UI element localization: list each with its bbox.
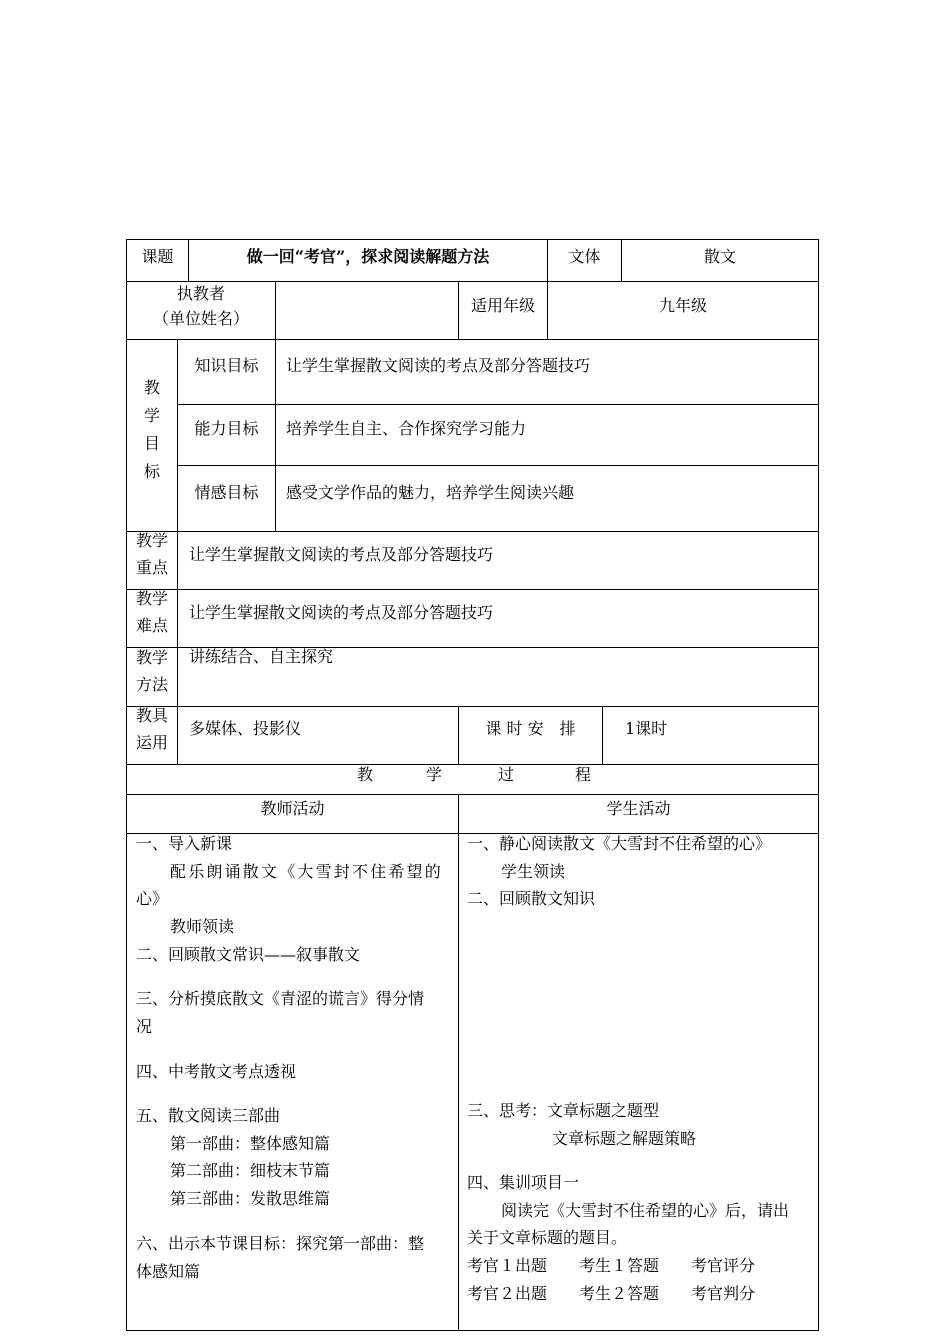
genre-label: 文体 — [568, 247, 601, 266]
process-title-char: 教 — [357, 765, 374, 784]
process-title-char: 过 — [498, 765, 515, 784]
goals-label-char: 目 — [143, 434, 160, 453]
student-activity-line: 考官２出题 考生２答题 考官判分 — [467, 1284, 756, 1303]
student-activity-line: 阅读完《大雪封不住希望的心》后，请出 — [501, 1201, 790, 1220]
student-activity-line: 一、静心阅读散文《大雪封不住希望的心》 — [467, 834, 772, 853]
schedule-label: 课 时 安 排 — [485, 719, 576, 738]
student-activity-header: 学生活动 — [606, 799, 671, 818]
topic-label: 课题 — [141, 247, 174, 266]
process-title-char: 学 — [426, 765, 443, 784]
ability-goal-value: 培养学生自主、合作探究学习能力 — [286, 419, 527, 438]
genre-value: 散文 — [703, 247, 736, 266]
topic-title: 做一回“考官”，探求阅读解题方法 — [246, 247, 490, 266]
key-point-label-line2: 重点 — [135, 558, 168, 577]
method-label-line1: 教学 — [135, 648, 168, 667]
student-activity-line: 学生领读 — [501, 862, 566, 881]
process-title-char: 程 — [575, 765, 592, 784]
goals-label-char: 学 — [143, 406, 160, 425]
goals-label-char: 标 — [143, 462, 160, 481]
student-activity-line: 关于文章标题的题目。 — [467, 1228, 628, 1247]
method-value: 讲练结合、自主探究 — [189, 647, 334, 666]
student-activity-line: 文章标题之解题策略 — [552, 1129, 697, 1148]
teacher-activity-line: 第一部曲：整体感知篇 — [170, 1134, 331, 1153]
teacher-activity-line: 第二部曲：细枝末节篇 — [170, 1161, 331, 1180]
teacher-activity-line: 况 — [136, 1017, 153, 1036]
teacher-activity-line: 四、中考散文考点透视 — [136, 1062, 297, 1081]
teacher-activity-line: 第三部曲：发散思维篇 — [170, 1189, 331, 1208]
teacher-activity-line: 体感知篇 — [136, 1262, 201, 1281]
teacher-activity-header: 教师活动 — [260, 799, 325, 818]
student-activity-line: 四、集训项目一 — [467, 1173, 580, 1192]
knowledge-goal-value: 让学生掌握散文阅读的考点及部分答题技巧 — [286, 356, 591, 375]
goals-label-char: 教 — [143, 378, 160, 397]
key-point-value: 让学生掌握散文阅读的考点及部分答题技巧 — [189, 545, 494, 564]
tools-value: 多媒体、投影仪 — [189, 719, 302, 738]
tools-label-line1: 教具 — [135, 706, 168, 725]
key-point-label-line1: 教学 — [135, 531, 168, 550]
teacher-label-line2: （单位姓名） — [152, 309, 249, 328]
teacher-activity-line: 二、回顾散文常识——叙事散文 — [136, 945, 361, 964]
teacher-activity-line: 一、导入新课 — [136, 834, 233, 853]
grade-label: 适用年级 — [470, 296, 535, 315]
teacher-activity-line: 心》 — [136, 889, 169, 908]
method-label-line2: 方法 — [135, 675, 168, 694]
grade-value: 九年级 — [658, 296, 707, 315]
student-activity-line: 三、思考：文章标题之题型 — [467, 1101, 660, 1120]
difficulty-value: 让学生掌握散文阅读的考点及部分答题技巧 — [189, 603, 494, 622]
difficulty-label-line1: 教学 — [135, 589, 168, 608]
teacher-activity-line: 三、分析摸底散文《青涩的谎言》得分情 — [136, 989, 425, 1008]
knowledge-goal-label: 知识目标 — [194, 356, 259, 375]
student-activity-line: 考官１出题 考生１答题 考官评分 — [467, 1256, 756, 1275]
difficulty-label-line2: 难点 — [135, 616, 168, 635]
schedule-value: 1课时 — [625, 719, 668, 738]
student-activity-line: 二、回顾散文知识 — [467, 889, 596, 908]
teacher-activity-line: 配乐朗诵散文《大雪封不住希望的 — [170, 862, 444, 881]
ability-goal-label: 能力目标 — [194, 419, 259, 438]
teacher-activity-line: 六、出示本节课目标：探究第一部曲：整 — [136, 1234, 425, 1253]
tools-label-line2: 运用 — [135, 733, 168, 752]
emotion-goal-value: 感受文学作品的魅力，培养学生阅读兴趣 — [286, 483, 575, 502]
teacher-activity-line: 五、散文阅读三部曲 — [136, 1106, 281, 1125]
emotion-goal-label: 情感目标 — [194, 483, 259, 502]
teacher-label-line1: 执教者 — [176, 284, 225, 303]
teacher-activity-line: 教师领读 — [170, 917, 235, 936]
